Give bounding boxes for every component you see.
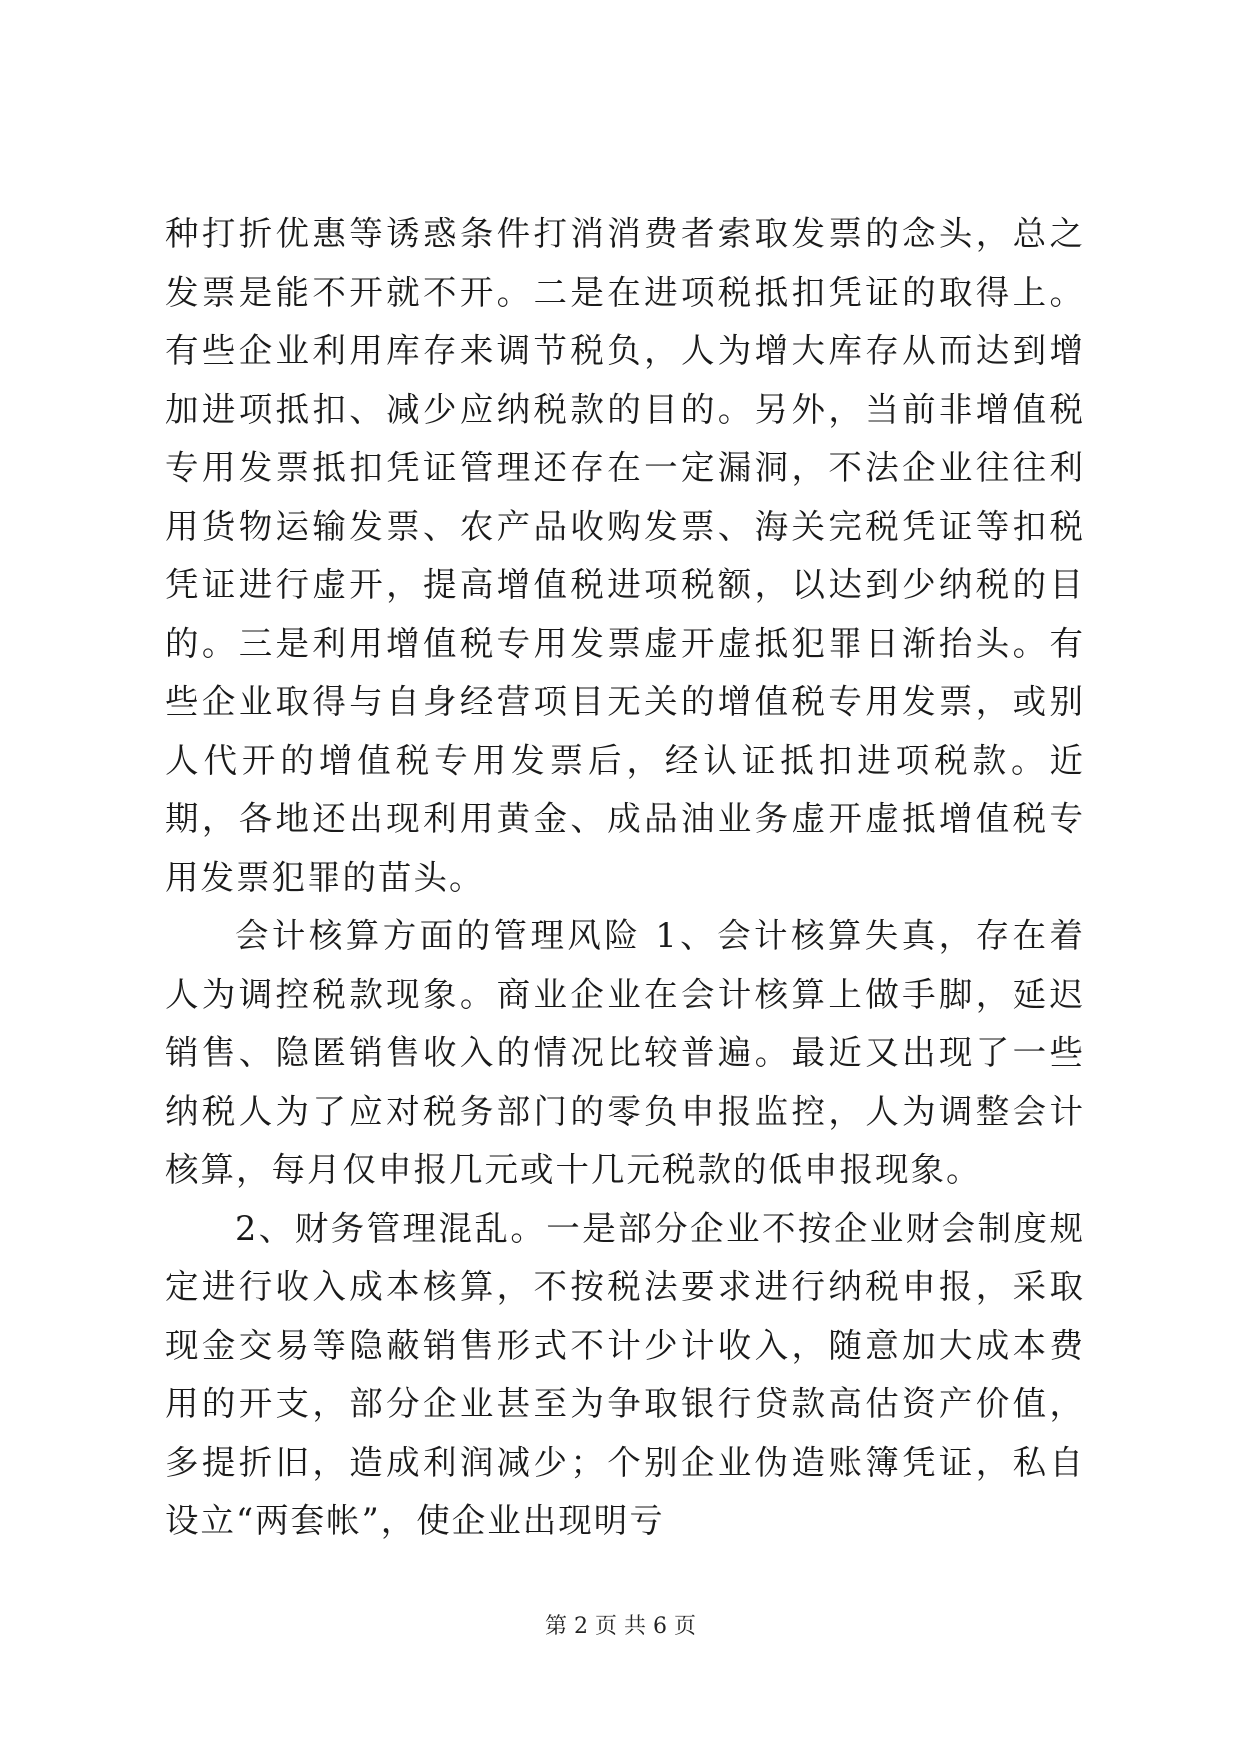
document-body (165, 205, 1085, 1551)
paragraph-2: 会计核算方面的管理风险 1、会计核算失真，存在着人为调控税款现象。商业企业在会计核算上做手脚，延迟销售、隐匿销售收入的情况比较普遍。最近又出现了一些纳税人为了应对税务部门的零负申报监控，人为调整会计核算，每月仅申报几元或十几元税款的低申报现象。 (165, 916, 1085, 1189)
paragraph-3: 2、财务管理混乱。一是部分企业不按企业财会制度规定进行收入成本核算，不按税法要求进行纳税申报，采取现金交易等隐蔽销售形式不计少计收入，随意加大成本费用的开支，部分企业甚至为争取银行贷款高估资产价值，多提折旧，造成利润减少；个别企业伪造账簿凭证，私自设立“两套帐”，使企业出现明亏 (165, 1208, 1085, 1540)
page-footer: 第 2 页 共 6 页 (545, 1614, 696, 1639)
paragraph-1: 种打折优惠等诱惑条件打消消费者索取发票的念头，总之发票是能不开就不开。二是在进项税抵扣凭证的取得上。有些企业利用库存来调节税负，人为增大库存从而达到增加进项抵扣、减少应纳税款的目的。另外，当前非增值税专用发票抵扣凭证管理还存在一定漏洞，不法企业往往利用货物运输发票、农产品收购发票、海关完税凭证等扣税凭证进行虚开，提高增值税进项税额，以达到少纳税的目的。三是利用增值税专用发票虚开虚抵犯罪日渐抬头。有些企业取得与自身经营项目无关的增值税专用发票，或别人代开的增值税专用发票后，经认证抵扣进项税款。近期，各地还出现利用黄金、成品油业务虚开虚抵增值税专用发票犯罪的苗头。 (165, 214, 1085, 897)
